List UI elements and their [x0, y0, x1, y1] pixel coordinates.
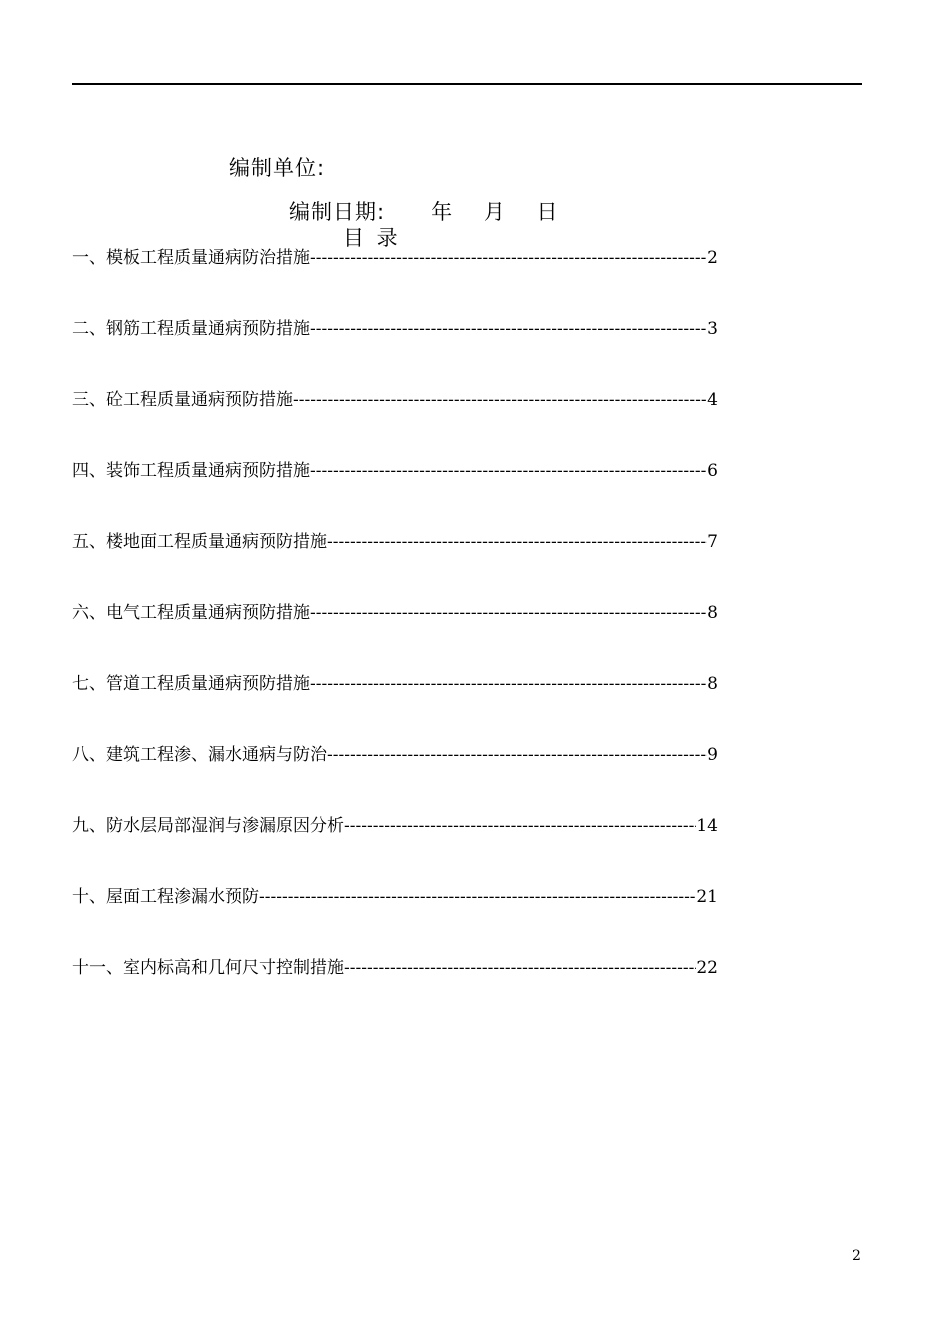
toc-leader: [344, 813, 696, 839]
compile-date-label: 编制日期:: [289, 200, 386, 224]
toc-item-label: 七、管道工程质量通病预防措施: [72, 674, 310, 694]
toc-item-page: 2: [707, 248, 718, 268]
toc-leader: [310, 458, 707, 484]
toc-leader: [310, 245, 707, 271]
toc-item[interactable]: [72, 387, 718, 458]
toc-item[interactable]: [72, 813, 718, 884]
toc-item-page: 8: [707, 674, 718, 694]
table-of-contents: [72, 245, 718, 1026]
toc-leader: [344, 955, 696, 981]
toc-item[interactable]: [72, 316, 718, 387]
toc-item-page: 4: [707, 390, 718, 410]
toc-item-label: 六、电气工程质量通病预防措施: [72, 603, 310, 623]
toc-item-page: 21: [696, 887, 718, 907]
toc-item-page: 22: [696, 958, 718, 978]
toc-leader: [327, 529, 707, 555]
toc-item-page: 7: [707, 532, 718, 552]
toc-item[interactable]: [72, 671, 718, 742]
toc-item-label: 一、模板工程质量通病防治措施: [72, 248, 310, 268]
toc-item-label: 五、楼地面工程质量通病预防措施: [72, 532, 327, 552]
toc-item[interactable]: [72, 884, 718, 955]
toc-title: 目 录: [343, 226, 398, 250]
toc-item[interactable]: [72, 600, 718, 671]
toc-item[interactable]: [72, 742, 718, 813]
toc-item-label: 四、装饰工程质量通病预防措施: [72, 461, 310, 481]
toc-item-label: 三、砼工程质量通病预防措施: [72, 390, 293, 410]
header-rule: [72, 83, 862, 85]
toc-item-page: 6: [707, 461, 718, 481]
toc-leader: [327, 742, 707, 768]
toc-item-label: 十、屋面工程渗漏水预防: [72, 887, 259, 907]
toc-leader: [310, 316, 707, 342]
toc-leader: [293, 387, 707, 413]
month-label: 月: [483, 200, 506, 224]
toc-leader: [310, 600, 707, 626]
page-number: 2: [852, 1248, 861, 1264]
toc-item[interactable]: [72, 529, 718, 600]
toc-item-label: 十一、室内标高和几何尺寸控制措施: [72, 958, 344, 978]
toc-item-page: 3: [707, 319, 718, 339]
toc-leader: [259, 884, 696, 910]
toc-item-label: 九、防水层局部湿润与渗漏原因分析: [72, 816, 344, 836]
toc-item-page: 8: [707, 603, 718, 623]
toc-leader: [310, 671, 707, 697]
toc-item[interactable]: [72, 955, 718, 1026]
compile-date-line: [289, 196, 559, 226]
day-label: 日: [536, 200, 559, 224]
toc-item[interactable]: [72, 245, 718, 316]
year-label: 年: [431, 200, 454, 224]
toc-item[interactable]: [72, 458, 718, 529]
compiler-unit-label: 编制单位:: [229, 156, 326, 180]
toc-item-label: 八、建筑工程渗、漏水通病与防治: [72, 745, 327, 765]
toc-item-label: 二、钢筋工程质量通病预防措施: [72, 319, 310, 339]
toc-item-page: 9: [707, 745, 718, 765]
toc-item-page: 14: [696, 816, 718, 836]
